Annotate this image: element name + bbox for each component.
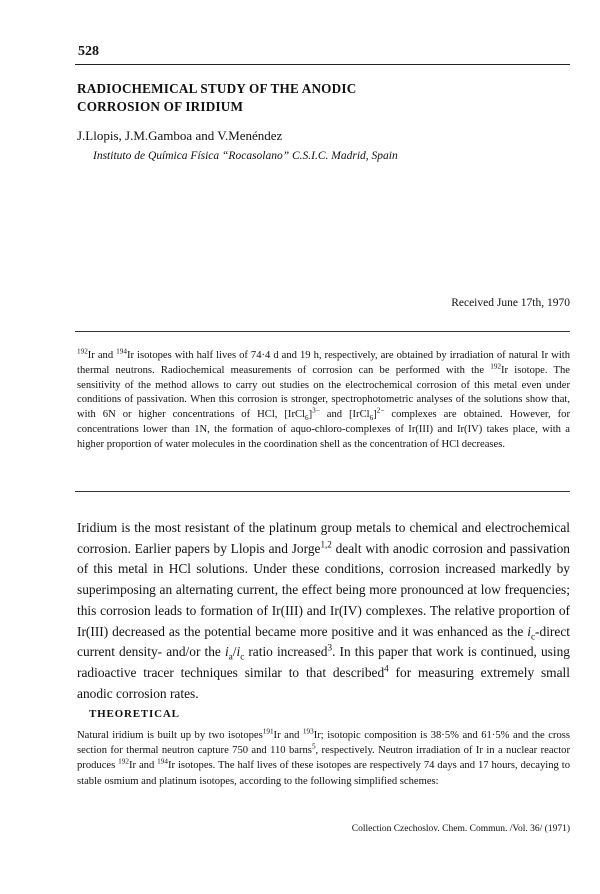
- theoretical-paragraph: [77, 728, 570, 789]
- body-text: and: [280, 730, 303, 741]
- body-text: isotopes. The half lives of these isotopes are respectively 74 days and 17 hours, decaying to stable osmium and platinum isotopes, according to the following simplified schemes:: [77, 760, 571, 787]
- subscript: a: [228, 651, 233, 662]
- body-text: Ir: [128, 760, 137, 772]
- journal-footer: [352, 824, 570, 834]
- normality-unit: N: [199, 423, 208, 435]
- body-text: and: [136, 760, 158, 772]
- isotope-mass: 191: [262, 727, 274, 736]
- article-title: [77, 80, 517, 116]
- body-text: Natural iridium is built up by two isotopes: [77, 730, 263, 741]
- body-text: /: [232, 644, 237, 660]
- abstract: $^{192}$Ir and $^{194}$Ir isotopes with half lives of 74·4 d and 19 h, respectively, are obtained by irradiation of natural Ir with thermal neutrons. Radiochemical measurements of corrosion can be performed with the $^{192}$Ir isotope. The sensitivity of the method allows to carry out studies on the electrochemical corrosion of this metal even under conditions of passivation. When this corrosion is stronger, spectrophotometric analyses of the solutions show that, with 6N or higher concentrations of HCl, [IrCl$_6$]$^{3-}$ and [IrCl$_6$]$^{2-}$ complexes are obtained. However, for concentrations lower than 1N, the formation of aquo-chloro-complexes of Ir(III) and Ir(IV) takes place, with a higher proportion of water molecules in the coordination shell as the concentration of HCl decreases.: [77, 347, 571, 450]
- charge: 3−: [312, 406, 320, 415]
- title-line-2: CORROSION OF IRIDIUM: [77, 99, 244, 114]
- isotope-mass: 192: [490, 362, 502, 371]
- abstract-rule-top: [75, 331, 570, 332]
- reference-marker: 3: [327, 642, 333, 653]
- abstract-rule-bottom: [75, 491, 570, 492]
- isotope-mass: 193: [302, 727, 314, 736]
- abstract-text: and: [94, 350, 117, 361]
- isotope-mass: 194: [157, 757, 168, 766]
- body-text: Ir: [167, 760, 176, 772]
- body-text: . In this paper that work is continued, using radioactive tracer techniques similar to that described: [77, 644, 571, 680]
- abstract-text: complexes are obtained. However, for concentrations lower than 1: [77, 409, 571, 435]
- subscript: c: [240, 651, 245, 662]
- affiliation: Instituto de Química Física “Rocasolano” C.S.I.C. Madrid, Spain: [93, 150, 398, 162]
- variable: i: [224, 644, 229, 660]
- isotope-symbol: Ir: [501, 364, 509, 376]
- title-line-1: RADIOCHEMICAL STUDY OF THE ANODIC: [77, 81, 357, 96]
- introduction-paragraph: [77, 518, 570, 704]
- body-text: , respectively. Neutron irradiation of Ir in a nuclear reactor produces: [77, 745, 570, 772]
- body-text: ratio increased: [244, 644, 328, 660]
- normality-unit: N: [108, 409, 116, 421]
- isotope-symbol: Ir: [126, 350, 135, 361]
- abstract-text: , the formation of aquo-chloro-complexes of Ir(III) and Ir(IV) takes place, with a higher proportion of water molecules in the coordination shell as the concentration of HCl decreases.: [77, 423, 571, 450]
- abstract-text: isotope. The sensitivity of the method allows to carry out studies on the electrochemical corrosion of this metal even under conditions of passivation. When this corrosion is stronger, spectrophotometric analyses of the solutions show that, with 6: [77, 364, 571, 421]
- reference-marker: 4: [384, 663, 389, 674]
- charge: 2−: [376, 406, 385, 415]
- isotope-mass: 192: [118, 757, 129, 766]
- journal-citation: Collection Czechoslov. Chem. Commun. /Vol. 36/ (1971): [351, 824, 570, 834]
- variable: i: [236, 644, 241, 660]
- body-text: Ir: [273, 730, 281, 741]
- body-text: dealt with anodic corrosion and passivation of this metal in HCl solutions. Under these conditions, corrosion increased markedly by superimposing an alternating current, the effect being more pronounced at low frequencies; this corrosion leads to formation of Ir(III) and Ir(IV) complexes. The relative proportion of Ir(III) decreased as the potential became more positive and it was enhanced as the: [77, 540, 570, 639]
- isotope-mass: 192: [77, 347, 88, 356]
- body-text: Ir; isotopic composition is 38·5% and 61·5% and the cross section for thermal neutron capture 750 and 110 barns: [77, 730, 570, 757]
- subscript: 6: [304, 414, 309, 423]
- reference-marker: 5: [311, 742, 316, 751]
- abstract-text: or higher concentrations of HCl, [IrCl: [115, 409, 305, 421]
- section-heading-theoretical: THEORETICAL: [89, 708, 180, 720]
- abstract-text: isotopes with half lives of 74·4 d and 19 h, respectively, are obtained by irradiation of natural Ir with thermal neutrons. Radiochemical measurements of corrosion can be performed with the: [77, 350, 571, 376]
- body-text: Iridium is the most resistant of the platinum group metals to chemical and electrochemical corrosion. Earlier papers by Llopis and Jorge: [77, 520, 570, 556]
- reference-marker: 1,2: [320, 539, 332, 550]
- abstract-text: and [IrCl: [319, 409, 370, 421]
- page-number: 528: [78, 44, 99, 59]
- body-text: -direct current density- and/or the: [77, 623, 570, 660]
- subscript: c: [531, 631, 536, 642]
- authors: J.Llopis, J.M.Gamboa and V.Menéndez: [77, 128, 283, 143]
- subscript: 6: [369, 414, 374, 423]
- received-date: Received June 17th, 1970: [451, 297, 570, 309]
- isotope-mass: 194: [116, 347, 127, 356]
- body-text: for measuring extremely small anodic corrosion rates.: [77, 664, 570, 701]
- variable: i: [527, 623, 531, 639]
- header-rule: [75, 64, 570, 65]
- isotope-symbol: Ir: [87, 350, 95, 361]
